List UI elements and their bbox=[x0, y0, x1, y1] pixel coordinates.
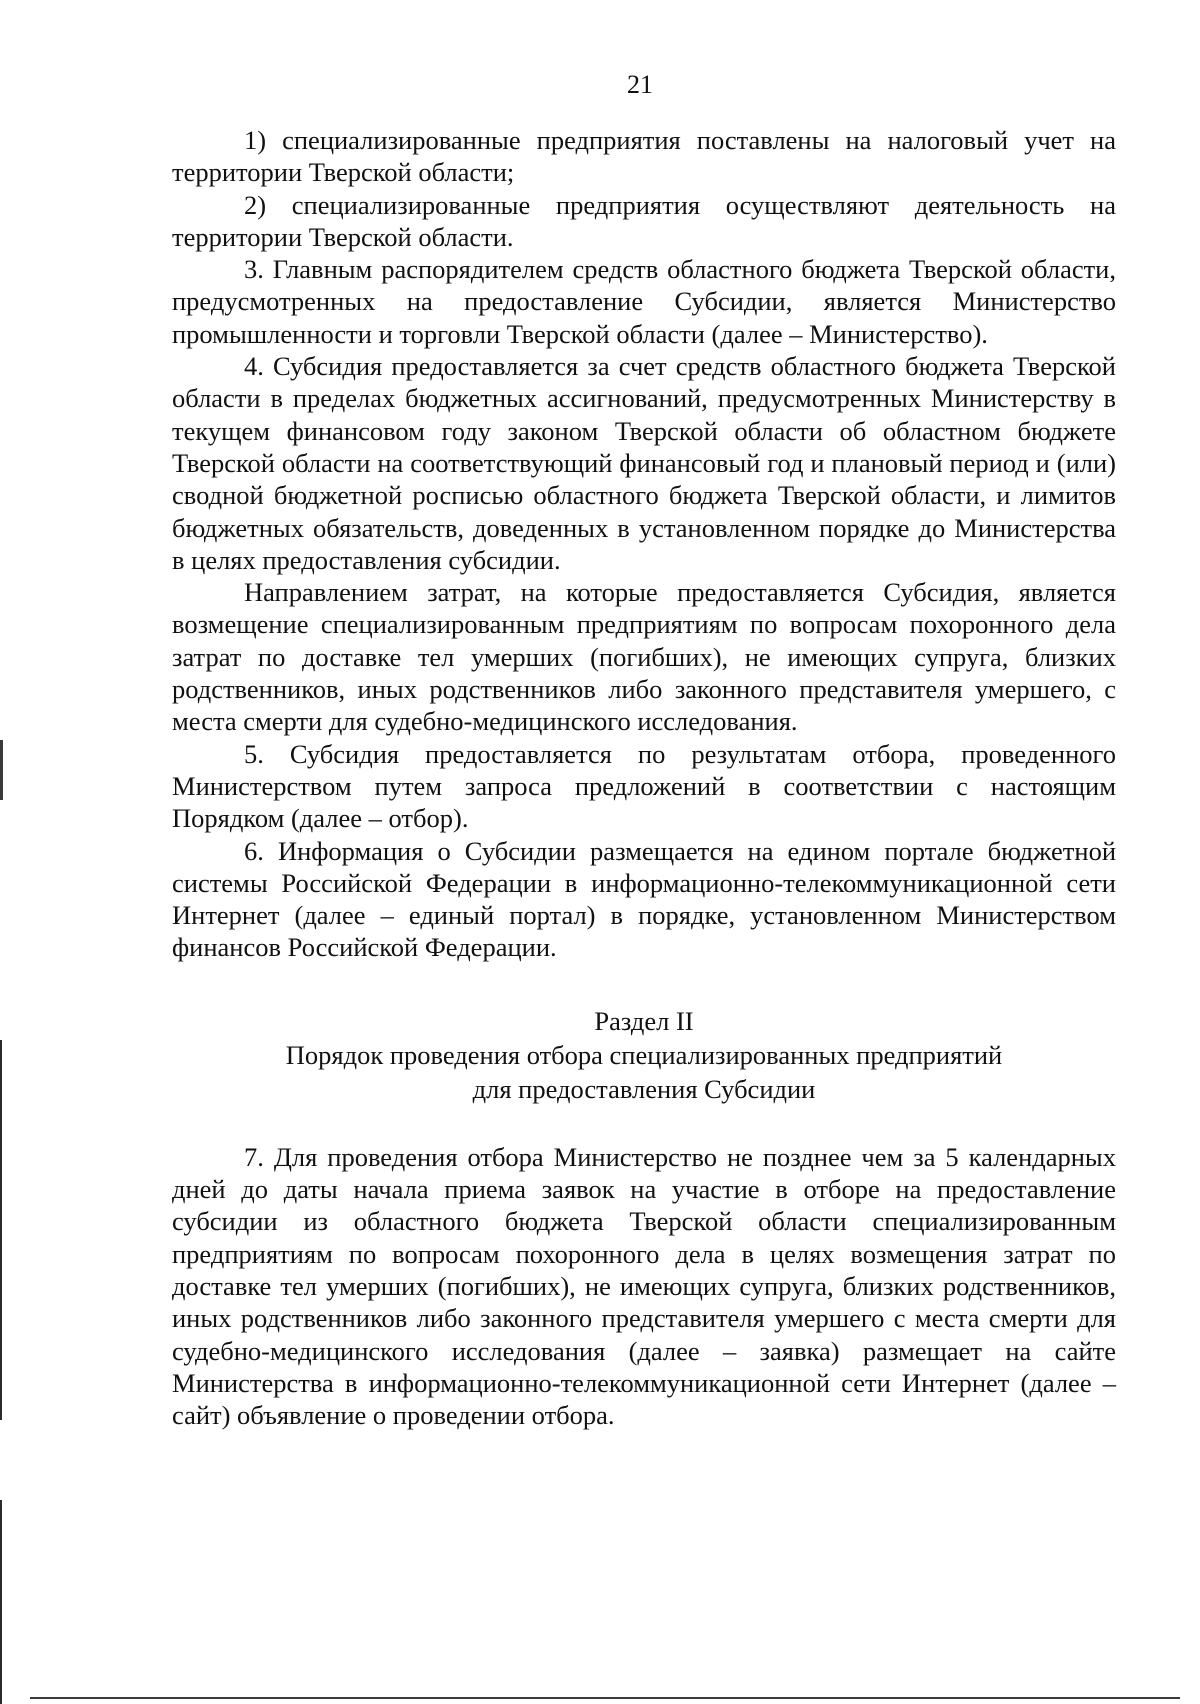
section-heading bbox=[172, 1004, 1116, 1106]
paragraph-5: 5. Субсидия предоставляется по результатам отбора, проведенного Министерством путем запроса предложений в соответствии с настоящим Порядком (далее – отбор). bbox=[172, 738, 1116, 834]
paragraph-6: 6. Информация о Субсидии размещается на едином портале бюджетной системы Российской Федерации в информационно-телекоммуникационной сети Интернет (далее – единый портал) в порядке, установленном Министерством финансов Российской Федерации. bbox=[172, 835, 1116, 963]
page-number: 21 bbox=[627, 70, 653, 99]
scan-edge-mark bbox=[0, 1500, 2, 1704]
paragraph-4-expense-direction: Направлением затрат, на которые предоставляется Субсидия, является возмещение специализированным предприятиям по вопросам похоронного дела затрат по доставке тел умерших (погибших), не имеющих супруга, близких родственников, иных родственников либо законного представителя умершего, с места смерти для судебно-медицинского исследования. bbox=[172, 577, 1116, 737]
paragraph-7: 7. Для проведения отбора Министерство не позднее чем за 5 календарных дней до даты начала приема заявок на участие в отборе на предоставление субсидии из областного бюджета Тверской области специализированным предприятиям по вопросам похоронного дела в целях возмещения затрат по доставке тел умерших (погибших), не имеющих супруга, близких родственников, иных родственников либо законного представителя умершего с места смерти для судебно-медицинского исследования (далее – заявка) размещает на сайте Министерства в информационно-телекоммуникационной сети Интернет (далее – сайт) объявление о проведении отбора. bbox=[172, 1141, 1116, 1431]
document-body bbox=[172, 124, 1116, 1431]
paragraph-subitem-2: 2) специализированные предприятия осуществляют деятельность на территории Тверской области. bbox=[172, 189, 1116, 252]
paragraph-3: 3. Главным распорядителем средств областного бюджета Тверской области, предусмотренных на предоставление Субсидии, является Министерство промышленности и торговли Тверской области (далее – Министерство). bbox=[172, 254, 1116, 349]
section-title-line-2: для предоставления Субсидии bbox=[472, 1073, 816, 1104]
scan-bottom-edge bbox=[30, 1697, 1180, 1699]
section-title-line-1: Порядок проведения отбора специализированных предприятий bbox=[285, 1039, 1003, 1070]
section-label: Раздел II bbox=[594, 1005, 694, 1036]
paragraph-subitem-1: 1) специализированные предприятия поставлены на налоговый учет на территории Тверской области; bbox=[172, 125, 1116, 188]
paragraph-4: 4. Субсидия предоставляется за счет средств областного бюджета Тверской области в пределах бюджетных ассигнований, предусмотренных Министерству в текущем финансовом году законом Тверской области об областном бюджете Тверской области на соответствующий финансовый год и плановый период и (или) сводной бюджетной росписью областного бюджета Тверской области, и лимитов бюджетных обязательств, доведенных в установленном порядке до Министерства в целях предоставления субсидии. bbox=[172, 351, 1116, 575]
scan-edge-mark bbox=[0, 1040, 2, 1420]
scan-edge-mark bbox=[0, 740, 3, 800]
